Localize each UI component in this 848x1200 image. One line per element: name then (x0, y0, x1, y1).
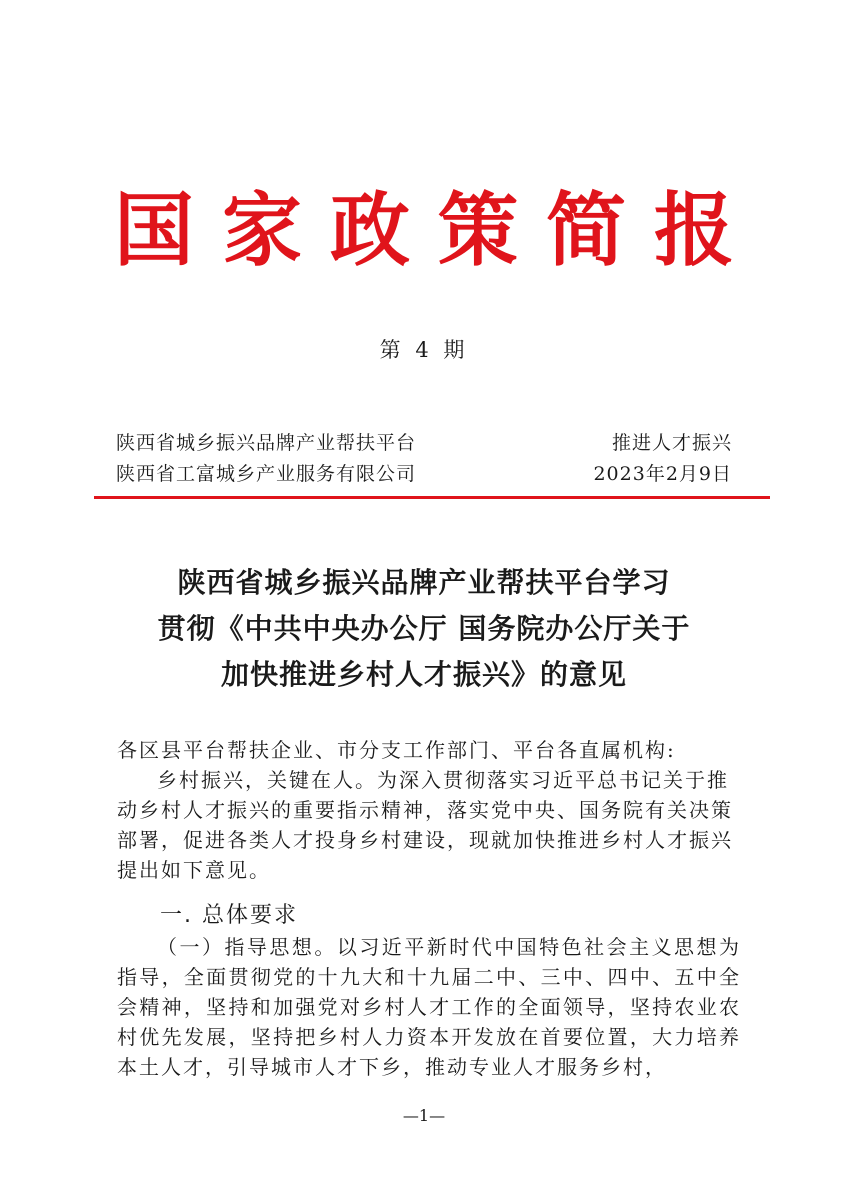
issue-date: 2023年2月9日 (593, 463, 732, 485)
document-intro (117, 735, 737, 885)
topic-date-block (593, 428, 732, 490)
document-title-line-2: 贯彻《中共中央办公厅 国务院办公厅关于 (157, 612, 691, 645)
section-heading: 一. 总体要求 (160, 903, 298, 928)
document-title-line-3: 加快推进乡村人才振兴》的意见 (220, 658, 627, 691)
issuer-company: 陕西省工富城乡产业服务有限公司 (116, 463, 417, 485)
subsection-text: 以习近平新时代中国特色社会主义思想为指导，全面贯彻党的十九大和十九届二中、三中、四中、五中全会精神，坚持和加强党对乡村人才工作的全面领导，坚持农业农村优先发展，坚持把乡村人力资本开发放在首要位置，大力培养本土人才，引导城市人才下乡，推动专业人才服务乡村， (117, 935, 742, 1079)
document-title (0, 560, 848, 698)
issuer-platform: 陕西省城乡振兴品牌产业帮扶平台 (116, 432, 417, 454)
topic-label: 推进人才振兴 (611, 432, 732, 454)
section-body (117, 932, 741, 1082)
intro-paragraph: 乡村振兴，关键在人。为深入贯彻落实习近平总书记关于推动乡村人才振兴的重要指示精神，落实党中央、国务院有关决策部署，促进各类人才投身乡村建设，现就加快推进乡村人才振兴提出如下意见。 (117, 768, 733, 882)
header-divider (94, 496, 770, 499)
page-number: —1— (402, 1106, 446, 1125)
issuer-block (116, 428, 416, 490)
salutation: 各区县平台帮扶企业、市分支工作部门、平台各直属机构: (117, 738, 676, 762)
issue-number: 第 4 期 (379, 338, 469, 362)
masthead-title: 国家政策简报 (114, 183, 762, 277)
document-title-line-1: 陕西省城乡振兴品牌产业帮扶平台学习 (177, 566, 671, 599)
subsection-label: （一）指导思想。 (157, 935, 337, 959)
subsection-paragraph (117, 932, 741, 1082)
